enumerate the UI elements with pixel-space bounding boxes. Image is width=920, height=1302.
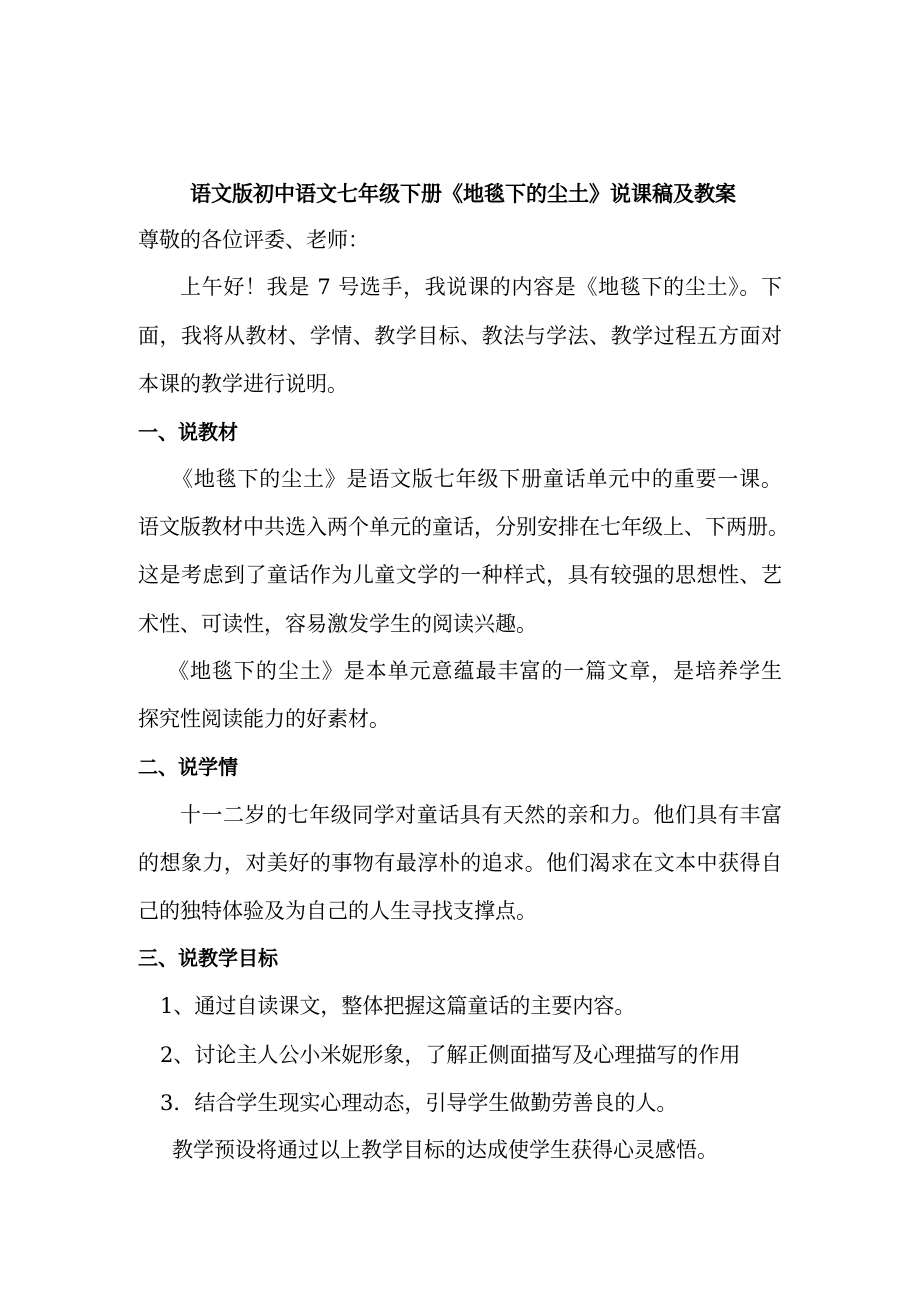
objective-item-1: 1、通过自读课文，整体把握这篇童话的主要内容。	[160, 994, 636, 1018]
intro-line-1: 上午好！我是 7 号选手，我说课的内容是《地毯下的尘土》。下	[180, 275, 782, 299]
document-title: 语文版初中语文七年级下册《地毯下的尘土》说课稿及教案	[190, 182, 736, 206]
textbook-p1-line-2: 语文版教材中共选入两个单元的童话，分别安排在七年级上、下两册。	[138, 515, 789, 539]
textbook-p1-line-1: 《地毯下的尘土》是语文版七年级下册童话单元中的重要一课。	[172, 467, 782, 491]
intro-line-3: 本课的教学进行说明。	[138, 372, 348, 396]
textbook-p1-line-3: 这是考虑到了童话作为儿童文学的一种样式，具有较强的思想性、艺	[138, 563, 782, 587]
section-heading-objectives: 三、说教学目标	[138, 946, 278, 970]
objectives-closing: 教学预设将通过以上教学目标的达成使学生获得心灵感悟。	[172, 1138, 718, 1162]
students-line-1: 十一二岁的七年级同学对童话具有天然的亲和力。他们具有丰富	[180, 803, 782, 827]
objective-item-2: 2、讨论主人公小米妮形象，了解正侧面描写及心理描写的作用	[160, 1043, 741, 1067]
textbook-p1-line-4: 术性、可读性，容易激发学生的阅读兴趣。	[138, 612, 537, 636]
students-line-3: 己的独特体验及为自己的人生寻找支撑点。	[138, 899, 537, 923]
section-heading-textbook: 一、说教材	[138, 420, 238, 444]
section-heading-students: 二、说学情	[138, 755, 238, 779]
intro-line-2: 面，我将从教材、学情、教学目标、教法与学法、教学过程五方面对	[138, 324, 782, 348]
textbook-p2-line-1: 《地毯下的尘土》是本单元意蕴最丰富的一篇文章，是培养学生	[168, 659, 782, 683]
textbook-p2-line-2: 探究性阅读能力的好素材。	[138, 707, 390, 731]
objective-item-3: 3．结合学生现实心理动态，引导学生做勤劳善良的人。	[160, 1091, 678, 1115]
greeting: 尊敬的各位评委、老师：	[138, 228, 369, 252]
students-line-2: 的想象力，对美好的事物有最淳朴的追求。他们渴求在文本中获得自	[138, 851, 782, 875]
